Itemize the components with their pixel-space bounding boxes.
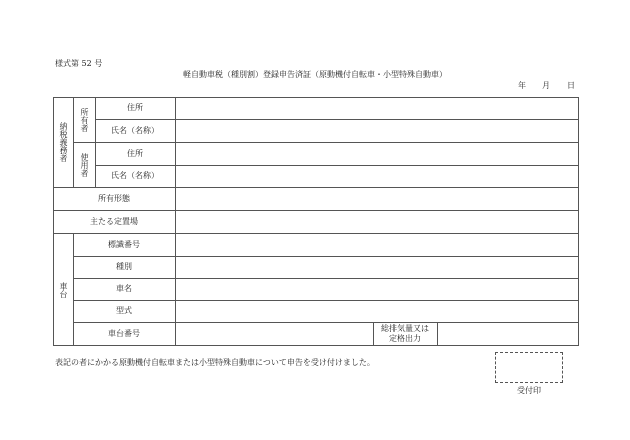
owner-address-label: 住所 [127, 103, 143, 112]
owner-cell [73, 97, 95, 142]
main-location-field[interactable] [176, 211, 578, 233]
vehicle-type-label: 種別 [116, 262, 132, 271]
form-number: 様式第 52 号 [55, 59, 103, 68]
main-location-label: 主たる定置場 [90, 216, 138, 226]
date-day-label: 日 [567, 81, 575, 90]
vehicle-label: 車台 [59, 281, 68, 298]
vehicle-make-label: 車名 [116, 284, 132, 293]
acceptance-statement: 表記の者にかかる原動機付自転車または小型特殊自動車について申告を受け付けました。 [55, 358, 375, 367]
taxpayer-label: 納税義務者 [59, 122, 68, 162]
stamp-label: 受付印 [517, 386, 541, 395]
ownership-form-label: 所有形態 [98, 193, 130, 203]
form-title: 軽自動車税（種別割）登録申告済証（原動機付自転車・小型特殊自動車） [183, 70, 447, 79]
chassis-number-field[interactable] [176, 323, 372, 345]
vehicle-model-field[interactable] [176, 301, 578, 322]
displacement-label-line2: 定格出力 [389, 334, 421, 343]
displacement-field[interactable] [438, 323, 578, 345]
date-month-label: 月 [542, 81, 550, 90]
ownership-form-field[interactable] [176, 188, 578, 210]
vehicle-make-field[interactable] [176, 279, 578, 300]
vehicle-model-label: 型式 [116, 306, 132, 315]
user-cell [73, 142, 95, 187]
plate-number-field[interactable] [176, 234, 578, 256]
displacement-cell [373, 322, 437, 346]
user-address-field[interactable] [176, 143, 578, 165]
owner-label: 所有者 [80, 107, 89, 132]
plate-number-label: 標識番号 [108, 239, 140, 249]
user-address-label: 住所 [127, 148, 143, 158]
vehicle-type-field[interactable] [176, 257, 578, 278]
vehicle-cell [53, 233, 73, 346]
displacement-label-line1: 総排気量又は [381, 324, 429, 333]
user-name-label: 氏名（名称） [111, 171, 159, 180]
owner-address-field[interactable] [176, 98, 578, 119]
chassis-number-label: 車台番号 [108, 329, 140, 338]
taxpayer-cell [53, 97, 73, 187]
stamp-box [495, 352, 563, 383]
user-name-field[interactable] [176, 166, 578, 187]
owner-name-label: 氏名（名称） [111, 125, 159, 135]
date-year-label: 年 [518, 81, 526, 90]
owner-name-field[interactable] [176, 120, 578, 142]
user-label: 使用者 [80, 152, 89, 177]
